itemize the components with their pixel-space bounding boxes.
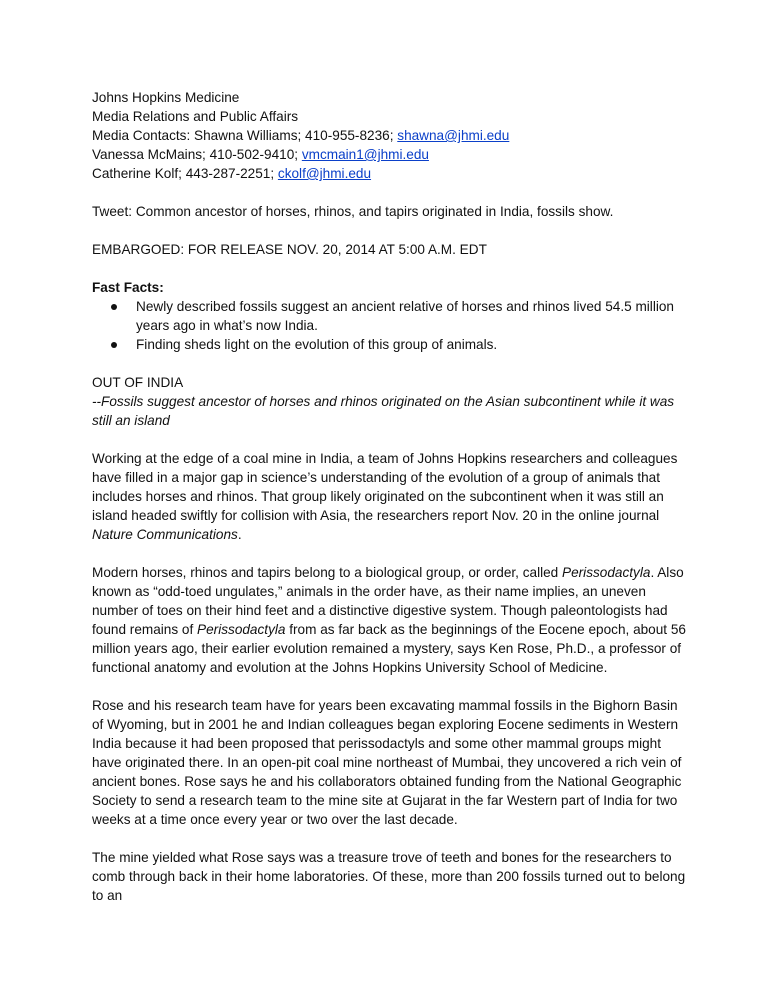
fact-text: Finding sheds light on the evolution of this group of animals. — [136, 337, 498, 352]
subheadline: --Fossils suggest ancestor of horses and rhinos originated on the Asian subcontinent while it was still an island — [92, 394, 675, 428]
email-link[interactable]: shawna@jhmi.edu — [397, 128, 510, 143]
paragraph-text: from as far back as the beginnings of the Eocene epoch, about 56 million years ago, their earlier evolution remained a mystery, says Ken Rose, Ph.D., a professor of functional anatomy and evolution at the Johns Hopkins University School of Medicine. — [92, 622, 686, 675]
media-contact-line — [92, 145, 692, 164]
paragraph-text: Modern horses, rhinos and tapirs belong to a biological group, or order, called — [92, 565, 563, 580]
taxon-term: Perissodactyla — [562, 565, 651, 580]
list-item — [92, 297, 692, 335]
paragraph — [92, 563, 692, 677]
contact-text: Catherine Kolf; 443-287-2251; — [92, 166, 278, 181]
journal-name: Nature Communications — [92, 527, 238, 542]
paragraph — [92, 449, 692, 544]
paragraph: The mine yielded what Rose says was a treasure trove of teeth and bones for the researchers to comb through back in their home laboratories. Of these, more than 200 fossils turned out to belong to an — [92, 850, 686, 903]
press-release-body — [92, 88, 692, 905]
tweet-line: Tweet: Common ancestor of horses, rhinos, and tapirs originated in India, fossils show. — [92, 204, 614, 219]
headline: OUT OF INDIA — [92, 375, 184, 390]
paragraph-text: . Also known as “odd-toed ungulates,” animals in the order have, as their name implies, an uneven number of toes on their hind feet and a distinctive digestive system. Though paleontologists had found remains of — [92, 565, 684, 637]
taxon-term: Perissodactyla — [197, 622, 286, 637]
list-item — [92, 335, 692, 354]
paragraph-text: . — [237, 527, 242, 542]
media-contact-line — [92, 126, 692, 145]
contact-text: Media Contacts: Shawna Williams; 410-955-8236; — [92, 128, 398, 143]
bullet-icon — [111, 304, 117, 310]
fast-facts-list — [92, 297, 692, 354]
email-link[interactable]: ckolf@jhmi.edu — [277, 166, 372, 181]
bullet-icon — [111, 342, 117, 348]
contact-text: Vanessa McMains; 410-502-9410; — [92, 147, 302, 162]
email-link[interactable]: vmcmain1@jhmi.edu — [301, 147, 429, 162]
fast-facts-heading: Fast Facts: — [92, 280, 164, 295]
department-name: Media Relations and Public Affairs — [92, 109, 299, 124]
paragraph: Rose and his research team have for years been excavating mammal fossils in the Bighorn Basin of Wyoming, but in 2001 he and Indian colleagues began exploring Eocene sediments in Western India because it had been proposed that perissodactyls and some other mammal groups might have originated there. In an open-pit coal mine northeast of Mumbai, they uncovered a rich vein of ancient bones. Rose says he and his collaborators obtained funding from the National Geographic Society to send a research team to the mine site at Gujarat in the far Western part of India for two weeks at a time once every year or two over the last decade. — [92, 698, 682, 827]
media-contact-line — [92, 164, 692, 183]
paragraph-text: Working at the edge of a coal mine in India, a team of Johns Hopkins researchers and colleagues have filled in a major gap in science’s understanding of the evolution of a group of animals that includes horses and rhinos. That group likely originated on the subcontinent when it was still an island headed swiftly for collision with Asia, the researchers report Nov. 20 in the online journal — [92, 451, 678, 523]
embargo-notice: EMBARGOED: FOR RELEASE NOV. 20, 2014 AT 5:00 A.M. EDT — [92, 242, 487, 257]
fact-text: Newly described fossils suggest an ancient relative of horses and rhinos lived 54.5 million years ago in what’s now India. — [136, 299, 674, 333]
org-name: Johns Hopkins Medicine — [92, 90, 240, 105]
